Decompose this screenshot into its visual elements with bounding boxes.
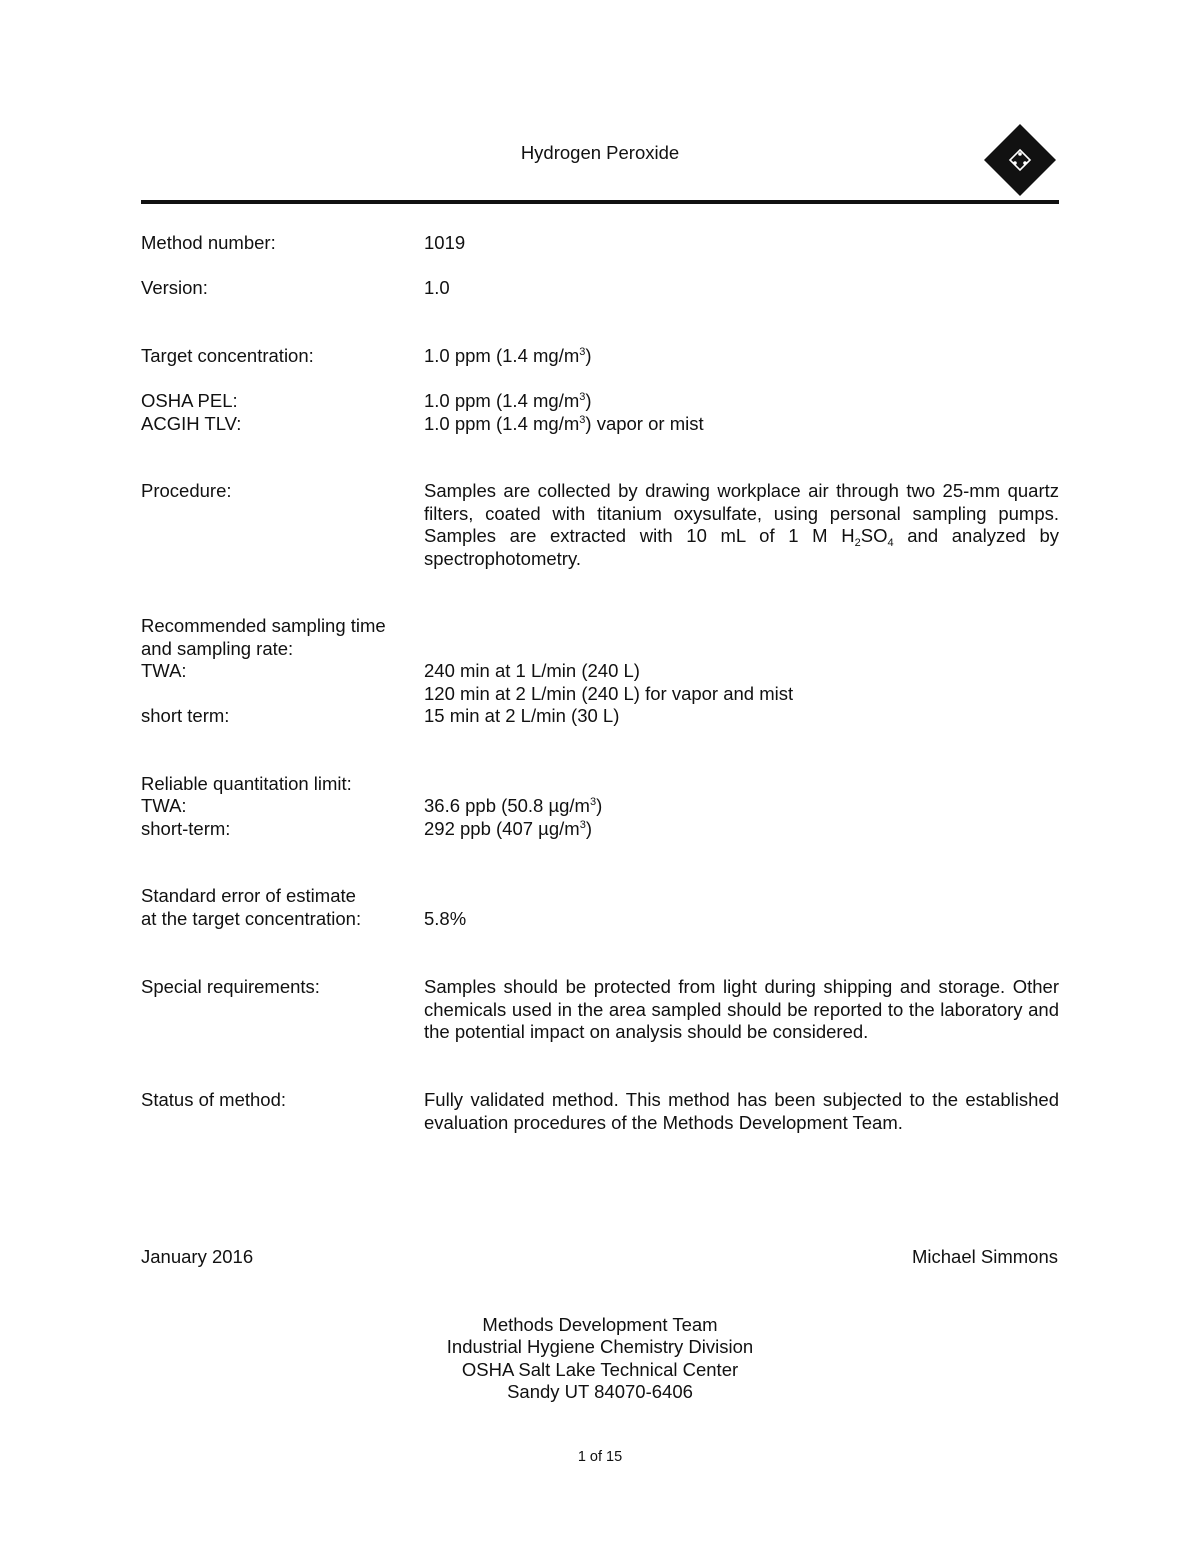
status-value: Fully validated method. This method has been subjected to the established evaluation procedures of the Methods Development Team. bbox=[424, 1089, 1059, 1133]
sampling-label-line2: and sampling rate: bbox=[141, 638, 294, 659]
procedure-value: Samples are collected by drawing workplace air through two 25-mm quartz filters, coated with titanium oxysulfate, using personal sampling pumps. Samples are extracted with 10 mL of 1 M $H_2SO_4$ and analyzed by spectrophotometry. bbox=[424, 480, 1059, 569]
status-label: Status of method: bbox=[141, 1089, 287, 1110]
sampling-twa-value1: 240 min at 1 L/min (240 L) bbox=[424, 660, 640, 681]
rql-twa-value: 36.6 ppb (50.8 $\mu g/m^3$) bbox=[424, 795, 603, 816]
sampling-label-line1: Recommended sampling time bbox=[141, 615, 386, 636]
page-number: 1 of 15 bbox=[577, 1449, 623, 1465]
special-requirements-label: Special requirements: bbox=[141, 976, 320, 997]
target-concentration-value: 1.0 ppm (1.4 $mg/m^3$) bbox=[424, 345, 592, 366]
diamond-logo-icon bbox=[984, 124, 1056, 196]
standard-error-label-line1: Standard error of estimate bbox=[141, 885, 356, 906]
header-divider bbox=[141, 200, 1059, 204]
org-line-center: OSHA Salt Lake Technical Center bbox=[461, 1359, 739, 1380]
rql-twa-label: TWA: bbox=[141, 795, 187, 816]
org-line-address: Sandy UT 84070-6406 bbox=[507, 1381, 693, 1402]
rql-short-value: 292 ppb (407 $\mu g/m^3$) bbox=[424, 818, 592, 839]
org-line-division: Industrial Hygiene Chemistry Division bbox=[446, 1336, 754, 1357]
method-number-label: Method number: bbox=[141, 232, 276, 253]
special-requirements-value: Samples should be protected from light during shipping and storage. Other chemicals used in the area sampled should be reported to the laboratory and the potential impact on analysis should be considered. bbox=[424, 976, 1059, 1043]
rql-short-label: short-term: bbox=[141, 818, 231, 839]
method-number-value: 1019 bbox=[424, 232, 466, 253]
version-label: Version: bbox=[141, 277, 208, 298]
osha-pel-value: 1.0 ppm (1.4 $mg/m^3$) bbox=[424, 390, 592, 411]
version-value: 1.0 bbox=[424, 277, 450, 298]
procedure-label: Procedure: bbox=[141, 480, 232, 501]
rql-label: Reliable quantitation limit: bbox=[141, 773, 352, 794]
target-concentration-label: Target concentration: bbox=[141, 345, 314, 366]
sampling-twa-value2: 120 min at 2 L/min (240 L) for vapor and mist bbox=[424, 683, 794, 704]
footer-author: Michael Simmons bbox=[912, 1246, 1058, 1267]
org-line-team: Methods Development Team bbox=[482, 1314, 718, 1335]
sampling-short-value: 15 min at 2 L/min (30 L) bbox=[424, 705, 620, 726]
footer-date: January 2016 bbox=[141, 1246, 254, 1267]
page-title: Hydrogen Peroxide bbox=[520, 142, 680, 163]
sampling-short-label: short term: bbox=[141, 705, 230, 726]
sampling-twa-label: TWA: bbox=[141, 660, 187, 681]
acgih-tlv-label: ACGIH TLV: bbox=[141, 413, 242, 434]
standard-error-value: 5.8% bbox=[424, 908, 467, 929]
acgih-tlv-value: 1.0 ppm (1.4 $mg/m^3$) vapor or mist bbox=[424, 413, 704, 434]
standard-error-label-line2: at the target concentration: bbox=[141, 908, 362, 929]
osha-pel-label: OSHA PEL: bbox=[141, 390, 238, 411]
